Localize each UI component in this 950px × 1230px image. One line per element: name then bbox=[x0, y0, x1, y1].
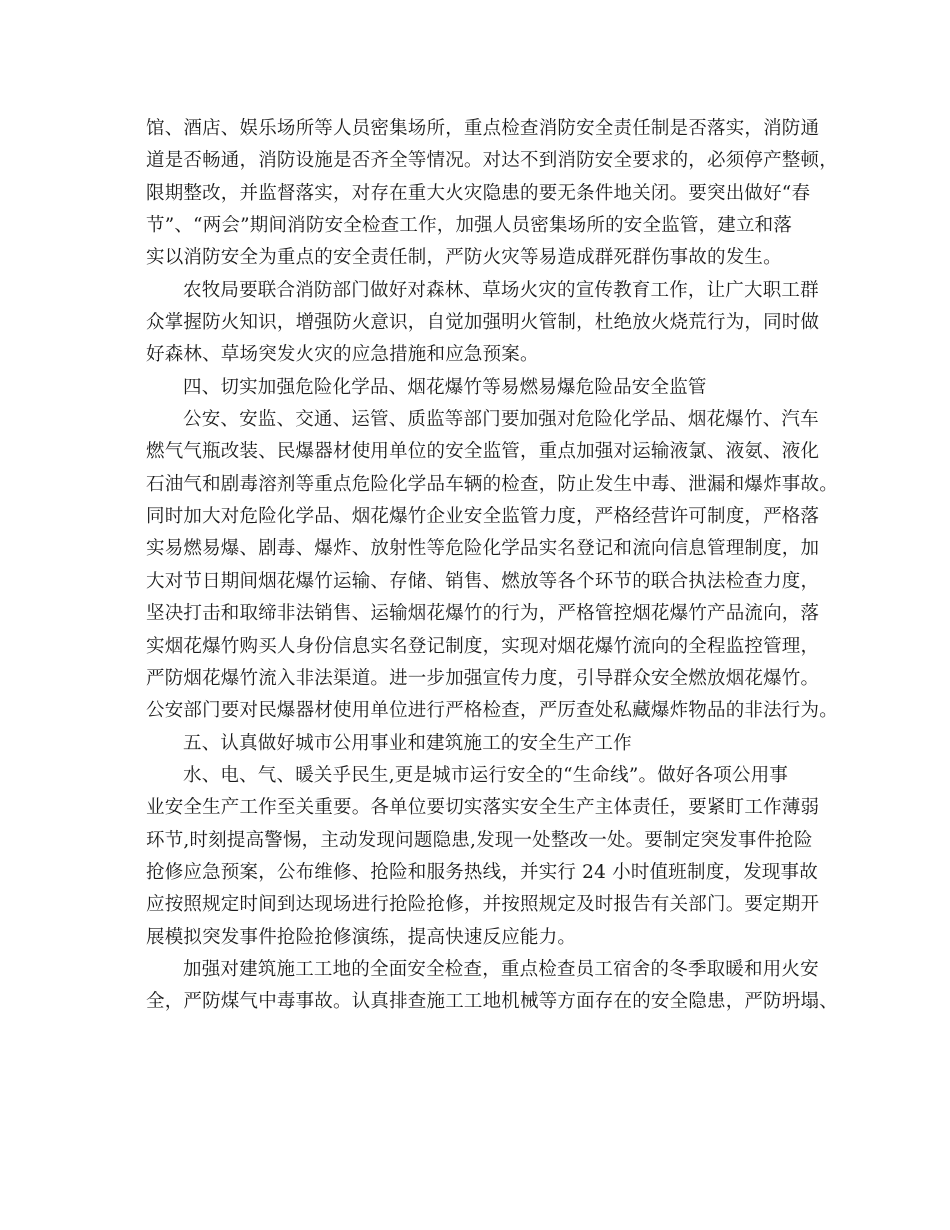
paragraph-line: 燃气气瓶改装、民爆器材使用单位的安全监管，重点加强对运输液氯、液氨、液化 bbox=[146, 441, 820, 463]
paragraph-line: 大对节日期间烟花爆竹运输、存储、销售、燃放等各个环节的联合执法检查力度， bbox=[146, 570, 820, 592]
paragraph-line: 应按照规定时间到达现场进行抢险抢修，并按照规定及时报告有关部门。要定期开 bbox=[146, 894, 820, 916]
paragraph-line: 坚决打击和取缔非法销售、运输烟花爆竹的行为，严格管控烟花爆竹产品流向，落 bbox=[146, 603, 820, 625]
document-body bbox=[146, 113, 838, 1019]
paragraph-line: 节”、“两会”期间消防安全检查工作，加强人员密集场所的安全监管，建立和落 bbox=[146, 215, 793, 237]
paragraph-line: 石油气和剧毒溶剂等重点危险化学品车辆的检查，防止发生中毒、泄漏和爆炸事故。 bbox=[146, 473, 838, 495]
paragraph-line: 限期整改，并监督落实，对存在重大火灾隐患的要无条件地关闭。要突出做好“春 bbox=[146, 182, 811, 204]
paragraph-line: 道是否畅通，消防设施是否齐全等情况。对达不到消防安全要求的，必须停产整顿， bbox=[146, 150, 838, 172]
paragraph-line: 实烟花爆竹购买人身份信息实名登记制度，实现对烟花爆竹流向的全程监控管理， bbox=[146, 635, 820, 657]
paragraph-line: 实以消防安全为重点的安全责任制，严防火灾等易造成群死群伤事故的发生。 bbox=[146, 247, 782, 269]
paragraph-line: 展模拟突发事件抢险抢修演练，提高快速反应能力。 bbox=[146, 926, 577, 948]
paragraph-line: 抢修应急预案，公布维修、抢险和服务热线，并实行 24 小时值班制度，发现事故 bbox=[146, 861, 818, 883]
paragraph-line: 公安部门要对民爆器材使用单位进行严格检查，严厉查处私藏爆炸物品的非法行为。 bbox=[146, 700, 838, 722]
paragraph-line: 公安、安监、交通、运管、质监等部门要加强对危险化学品、烟花爆竹、汽车 bbox=[183, 409, 819, 431]
paragraph-line: 业安全生产工作至关重要。各单位要切实落实安全生产主体责任，要紧盯工作薄弱 bbox=[146, 797, 820, 819]
paragraph-line: 农牧局要联合消防部门做好对森林、草场火灾的宣传教育工作，让广大职工群 bbox=[183, 279, 819, 301]
paragraph-line: 好森林、草场突发火灾的应急措施和应急预案。 bbox=[146, 344, 539, 366]
paragraph-line: 同时加大对危险化学品、烟花爆竹企业安全监管力度，严格经营许可制度，严格落 bbox=[146, 506, 820, 528]
paragraph-line: 众掌握防火知识，增强防火意识，自觉加强明火管制，杜绝放火烧荒行为，同时做 bbox=[146, 312, 820, 334]
paragraph-line: 环节,时刻提高警惕，主动发现问题隐患,发现一处整改一处。要制定突发事件抢险 bbox=[146, 829, 813, 851]
section-heading-line: 四、切实加强危险化学品、烟花爆竹等易燃易爆危险品安全监管 bbox=[183, 376, 707, 398]
paragraph-line: 严防烟花爆竹流入非法渠道。进一步加强宣传力度，引导群众安全燃放烟花爆竹。 bbox=[146, 667, 820, 689]
section-heading-line: 五、认真做好城市公用事业和建筑施工的安全生产工作 bbox=[183, 732, 632, 754]
paragraph-line: 馆、酒店、娱乐场所等人员密集场所，重点检查消防安全责任制是否落实，消防通 bbox=[146, 118, 820, 139]
paragraph-line: 全，严防煤气中毒事故。认真排查施工工地机械等方面存在的安全隐患，严防坍塌、 bbox=[146, 991, 838, 1013]
paragraph-line: 水、电、气、暖关乎民生,更是城市运行安全的“生命线”。做好各项公用事 bbox=[183, 764, 789, 786]
paragraph-line: 加强对建筑施工工地的全面安全检查，重点检查员工宿舍的冬季取暖和用火安 bbox=[183, 958, 819, 980]
paragraph-line: 实易燃易爆、剧毒、爆炸、放射性等危险化学品实名登记和流向信息管理制度，加 bbox=[146, 538, 820, 560]
